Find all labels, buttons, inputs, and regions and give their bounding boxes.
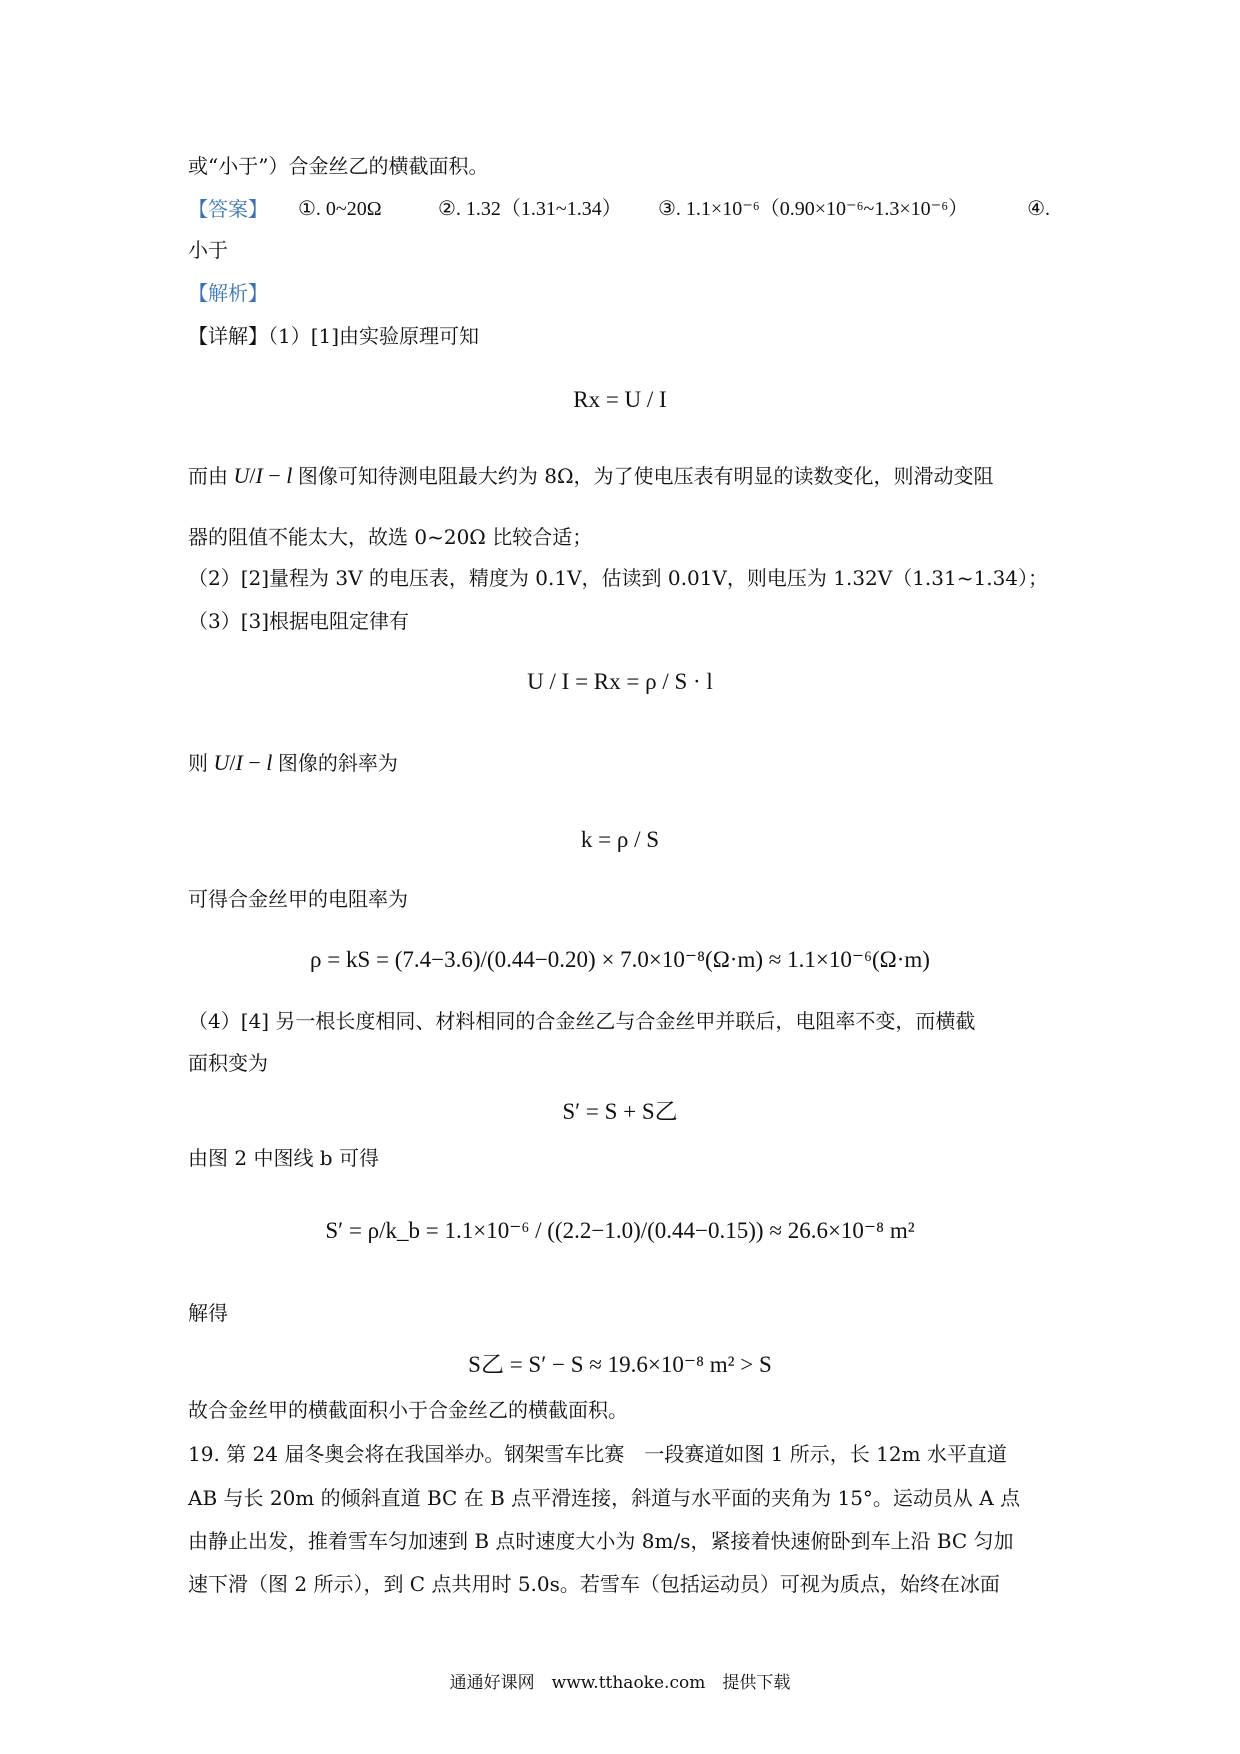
formula-resistance-law: U / I = Rx = ρ / S · l (527, 669, 713, 694)
text-line: （2）[2]量程为 3V 的电压表，精度为 0.1V，估读到 0.01V，则电压为 1.32V（1.31~1.34）； (188, 566, 1049, 590)
question-line: 19. 第 24 届冬奥会将在我国举办。钢架雪车比赛 一段赛道如图 1 所示，长 12m 水平直道 (188, 1442, 1007, 1466)
answer-tag: 【答案】 (188, 197, 268, 221)
text-line: （3）[3]根据电阻定律有 (188, 609, 410, 633)
text-line: 可得合金丝甲的电阻率为 (188, 887, 408, 911)
answer-4: ④. (1027, 198, 1050, 220)
formula-area-sum: S′ = S + S乙 (562, 1099, 678, 1124)
formula-area-b: S′ = ρ/k_b = 1.1×10⁻⁶ / ((2.2−1.0)/(0.44−0.15)) ≈ 26.6×10⁻⁸ m² (325, 1218, 915, 1243)
text-line: 小于 (188, 238, 228, 262)
text-line: 或“小于”）合金丝乙的横截面积。 (188, 154, 489, 178)
answer-3: ③. 1.1×10⁻⁶（0.90×10⁻⁶~1.3×10⁻⁶） (658, 198, 969, 220)
formula-slope: k = ρ / S (580, 827, 660, 852)
question-line: 由静止出发，推着雪车匀加速到 B 点时速度大小为 8m/s，紧接着快速俯卧到车上沿 BC 匀加 (188, 1529, 1014, 1553)
text-line: 故合金丝甲的横截面积小于合金丝乙的横截面积。 (188, 1398, 628, 1422)
answer-line (188, 195, 1050, 223)
formula-area-yi: S乙 = S′ − S ≈ 19.6×10⁻⁸ m² > S (468, 1352, 772, 1377)
text-line: 解得 (188, 1301, 228, 1325)
text-line: 面积变为 (188, 1051, 268, 1075)
formula-rx: Rx = U / I (573, 387, 667, 412)
text-line: （4）[4] 另一根长度相同、材料相同的合金丝乙与合金丝甲并联后，电阻率不变，而横截 (188, 1009, 976, 1033)
footer-watermark: 通通好课网 www.tthaoke.com 提供下载 (449, 1673, 791, 1693)
question-line: AB 与长 20m 的倾斜直道 BC 在 B 点平滑连接，斜道与水平面的夹角为 15°。运动员从 A 点 (188, 1486, 1021, 1510)
text-line: 则 U/I − l 图像的斜率为 (188, 750, 398, 775)
text-line: 器的阻值不能太大，故选 0~20Ω 比较合适； (188, 525, 593, 549)
text-line: 【详解】（1）[1]由实验原理可知 (188, 324, 480, 348)
answer-2: ②. 1.32（1.31~1.34） (438, 198, 622, 220)
text-line: 而由 U/I − l 图像可知待测电阻最大约为 8Ω，为了使电压表有明显的读数变化，则滑动变阻 (188, 463, 994, 488)
formula-resistivity: ρ = kS = (7.4−3.6)/(0.44−0.20) × 7.0×10⁻⁸(Ω·m) ≈ 1.1×10⁻⁶(Ω·m) (310, 947, 930, 972)
analysis-tag: 【解析】 (188, 281, 268, 305)
question-line: 速下滑（图 2 所示），到 C 点共用时 5.0s。若雪车（包括运动员）可视为质点，始终在冰面 (188, 1572, 1000, 1596)
text-line: 由图 2 中图线 b 可得 (188, 1146, 379, 1170)
answer-1: ①. 0~20Ω (298, 198, 382, 220)
